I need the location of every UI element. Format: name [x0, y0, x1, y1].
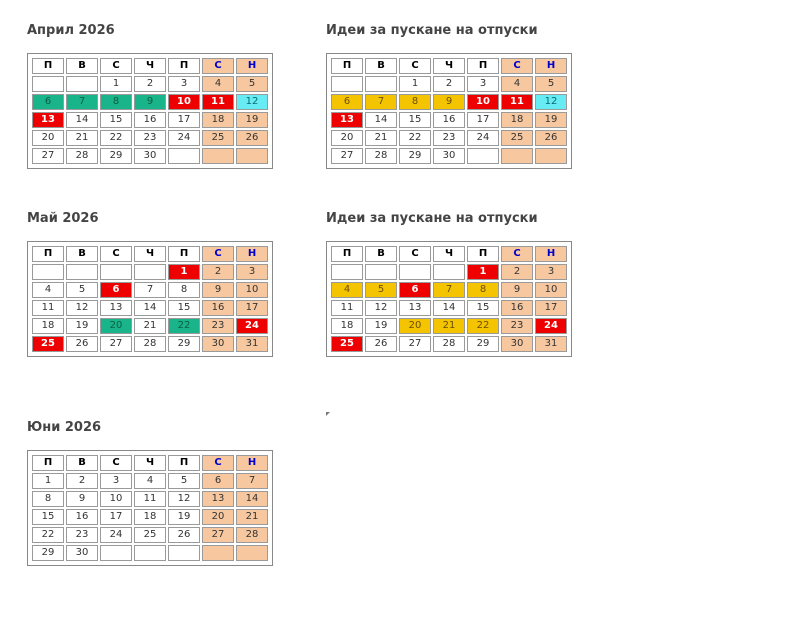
day-cell: 22 [32, 527, 64, 543]
day-cell: 29 [399, 148, 431, 164]
day-cell: 22 [100, 130, 132, 146]
day-cell: 19 [535, 112, 567, 128]
empty-day-cell [365, 76, 397, 92]
week-row [32, 300, 268, 316]
day-cell: 13 [331, 112, 363, 128]
day-cell: 21 [433, 318, 465, 334]
day-cell: 2 [134, 76, 166, 92]
weekday-header: С [501, 246, 533, 262]
week-row [32, 491, 268, 507]
calendar-may-vacation-ideas [326, 241, 572, 357]
empty-day-cell [66, 264, 98, 280]
day-cell: 16 [501, 300, 533, 316]
day-cell: 10 [100, 491, 132, 507]
weekday-header: Ч [134, 246, 166, 262]
day-cell: 3 [535, 264, 567, 280]
day-cell: 3 [168, 76, 200, 92]
day-cell: 5 [365, 282, 397, 298]
empty-day-cell [32, 264, 64, 280]
day-cell: 15 [168, 300, 200, 316]
day-cell: 7 [365, 94, 397, 110]
day-cell: 17 [535, 300, 567, 316]
day-cell: 23 [134, 130, 166, 146]
day-cell: 21 [134, 318, 166, 334]
day-cell: 2 [501, 264, 533, 280]
calendar-title-june: Юни 2026 [27, 420, 102, 435]
day-cell: 23 [433, 130, 465, 146]
day-cell: 6 [100, 282, 132, 298]
day-cell: 24 [168, 130, 200, 146]
day-cell: 18 [202, 112, 234, 128]
day-cell: 14 [433, 300, 465, 316]
day-cell: 11 [134, 491, 166, 507]
day-cell: 18 [134, 509, 166, 525]
week-row [331, 264, 567, 280]
day-cell: 24 [236, 318, 268, 334]
empty-day-cell [66, 76, 98, 92]
day-cell: 4 [134, 473, 166, 489]
day-cell: 29 [100, 148, 132, 164]
day-cell: 11 [331, 300, 363, 316]
week-row [331, 130, 567, 146]
day-cell: 1 [100, 76, 132, 92]
week-row [331, 282, 567, 298]
day-cell: 13 [100, 300, 132, 316]
weekday-header: С [100, 58, 132, 74]
day-cell: 10 [236, 282, 268, 298]
day-cell: 13 [32, 112, 64, 128]
week-row [32, 473, 268, 489]
week-row [32, 527, 268, 543]
day-cell: 31 [236, 336, 268, 352]
day-cell: 16 [134, 112, 166, 128]
week-row [32, 318, 268, 334]
day-cell: 30 [433, 148, 465, 164]
day-cell: 5 [535, 76, 567, 92]
day-cell: 10 [168, 94, 200, 110]
day-cell: 25 [32, 336, 64, 352]
day-cell: 16 [66, 509, 98, 525]
week-row [32, 336, 268, 352]
day-cell: 4 [32, 282, 64, 298]
day-cell: 1 [467, 264, 499, 280]
day-cell: 19 [365, 318, 397, 334]
empty-day-cell [331, 76, 363, 92]
calendar-title-may: Май 2026 [27, 211, 99, 226]
day-cell: 20 [399, 318, 431, 334]
day-cell: 12 [535, 94, 567, 110]
empty-day-cell [168, 148, 200, 164]
day-cell: 2 [433, 76, 465, 92]
day-cell: 12 [236, 94, 268, 110]
day-cell: 4 [331, 282, 363, 298]
week-row [32, 148, 268, 164]
empty-day-cell [32, 76, 64, 92]
day-cell: 30 [134, 148, 166, 164]
day-cell: 14 [66, 112, 98, 128]
day-cell: 21 [236, 509, 268, 525]
day-cell: 9 [202, 282, 234, 298]
day-cell: 24 [535, 318, 567, 334]
weekday-header-row [32, 58, 268, 74]
day-cell: 29 [168, 336, 200, 352]
week-row [32, 112, 268, 128]
day-cell: 5 [236, 76, 268, 92]
day-cell: 6 [399, 282, 431, 298]
day-cell: 1 [32, 473, 64, 489]
day-cell: 20 [331, 130, 363, 146]
day-cell: 3 [467, 76, 499, 92]
weekday-header: П [331, 246, 363, 262]
weekday-header: В [66, 455, 98, 471]
weekday-header: П [331, 58, 363, 74]
day-cell: 31 [535, 336, 567, 352]
day-cell: 26 [66, 336, 98, 352]
day-cell: 9 [433, 94, 465, 110]
weekday-header: Н [236, 246, 268, 262]
week-row [32, 282, 268, 298]
week-row [331, 112, 567, 128]
day-cell: 13 [399, 300, 431, 316]
weekday-header: П [467, 58, 499, 74]
day-cell: 23 [66, 527, 98, 543]
weekday-header: Ч [433, 58, 465, 74]
corner-marker-icon [326, 412, 330, 416]
week-row [32, 264, 268, 280]
day-cell: 29 [467, 336, 499, 352]
weekday-header-row [32, 455, 268, 471]
empty-day-cell [100, 264, 132, 280]
weekday-header: Н [236, 455, 268, 471]
weekday-header-row [32, 246, 268, 262]
calendar-grid [30, 56, 270, 166]
empty-day-cell [467, 148, 499, 164]
week-row [331, 94, 567, 110]
day-cell: 11 [32, 300, 64, 316]
day-cell: 6 [32, 94, 64, 110]
day-cell: 27 [399, 336, 431, 352]
day-cell: 7 [433, 282, 465, 298]
day-cell: 28 [236, 527, 268, 543]
day-cell: 18 [331, 318, 363, 334]
day-cell: 4 [202, 76, 234, 92]
weekday-header: В [66, 58, 98, 74]
weekday-header: Н [535, 58, 567, 74]
day-cell: 20 [32, 130, 64, 146]
day-cell: 27 [202, 527, 234, 543]
day-cell: 16 [202, 300, 234, 316]
day-cell: 8 [467, 282, 499, 298]
day-cell: 1 [168, 264, 200, 280]
calendar-title-april: Април 2026 [27, 23, 115, 38]
empty-day-cell [202, 148, 234, 164]
day-cell: 8 [100, 94, 132, 110]
empty-day-cell [168, 545, 200, 561]
day-cell: 14 [134, 300, 166, 316]
calendar-grid [30, 453, 270, 563]
weekday-header: В [365, 58, 397, 74]
day-cell: 12 [365, 300, 397, 316]
calendar-april [27, 53, 273, 169]
weekday-header: Н [236, 58, 268, 74]
empty-day-cell [365, 264, 397, 280]
day-cell: 1 [399, 76, 431, 92]
empty-day-cell [134, 264, 166, 280]
day-cell: 11 [202, 94, 234, 110]
day-cell: 28 [433, 336, 465, 352]
day-cell: 8 [168, 282, 200, 298]
day-cell: 19 [168, 509, 200, 525]
day-cell: 9 [501, 282, 533, 298]
day-cell: 7 [134, 282, 166, 298]
weekday-header: Ч [134, 58, 166, 74]
day-cell: 28 [66, 148, 98, 164]
day-cell: 15 [100, 112, 132, 128]
day-cell: 19 [66, 318, 98, 334]
day-cell: 16 [433, 112, 465, 128]
day-cell: 6 [331, 94, 363, 110]
day-cell: 23 [202, 318, 234, 334]
calendar-grid [329, 56, 569, 166]
day-cell: 9 [66, 491, 98, 507]
weekday-header: С [399, 58, 431, 74]
weekday-header: С [202, 58, 234, 74]
calendar-grid [30, 244, 270, 354]
day-cell: 18 [501, 112, 533, 128]
week-row [331, 76, 567, 92]
day-cell: 22 [399, 130, 431, 146]
day-cell: 2 [202, 264, 234, 280]
week-row [331, 148, 567, 164]
day-cell: 26 [535, 130, 567, 146]
day-cell: 27 [100, 336, 132, 352]
day-cell: 22 [467, 318, 499, 334]
calendar-grid [329, 244, 569, 354]
day-cell: 3 [236, 264, 268, 280]
weekday-header: С [100, 246, 132, 262]
day-cell: 26 [168, 527, 200, 543]
day-cell: 7 [236, 473, 268, 489]
week-row [32, 94, 268, 110]
day-cell: 14 [365, 112, 397, 128]
day-cell: 27 [32, 148, 64, 164]
day-cell: 6 [202, 473, 234, 489]
day-cell: 5 [66, 282, 98, 298]
weekday-header: П [168, 246, 200, 262]
day-cell: 29 [32, 545, 64, 561]
weekday-header: П [168, 58, 200, 74]
day-cell: 21 [365, 130, 397, 146]
day-cell: 17 [236, 300, 268, 316]
day-cell: 30 [501, 336, 533, 352]
weekday-header: Ч [433, 246, 465, 262]
weekday-header: П [467, 246, 499, 262]
empty-day-cell [202, 545, 234, 561]
day-cell: 25 [134, 527, 166, 543]
day-cell: 17 [467, 112, 499, 128]
empty-day-cell [236, 148, 268, 164]
day-cell: 26 [236, 130, 268, 146]
week-row [32, 545, 268, 561]
weekday-header-row [331, 246, 567, 262]
day-cell: 27 [331, 148, 363, 164]
weekday-header: П [32, 58, 64, 74]
day-cell: 30 [202, 336, 234, 352]
empty-day-cell [331, 264, 363, 280]
day-cell: 5 [168, 473, 200, 489]
day-cell: 7 [66, 94, 98, 110]
day-cell: 15 [467, 300, 499, 316]
day-cell: 8 [32, 491, 64, 507]
day-cell: 12 [66, 300, 98, 316]
day-cell: 8 [399, 94, 431, 110]
day-cell: 25 [331, 336, 363, 352]
weekday-header: С [100, 455, 132, 471]
weekday-header-row [331, 58, 567, 74]
empty-day-cell [236, 545, 268, 561]
empty-day-cell [501, 148, 533, 164]
empty-day-cell [399, 264, 431, 280]
week-row [331, 336, 567, 352]
empty-day-cell [134, 545, 166, 561]
calendar-may [27, 241, 273, 357]
calendar-title-april-vacation-ideas: Идеи за пускане на отпуски [326, 23, 538, 38]
day-cell: 20 [202, 509, 234, 525]
day-cell: 17 [168, 112, 200, 128]
day-cell: 22 [168, 318, 200, 334]
weekday-header: С [501, 58, 533, 74]
calendar-june [27, 450, 273, 566]
day-cell: 30 [66, 545, 98, 561]
day-cell: 15 [32, 509, 64, 525]
day-cell: 25 [202, 130, 234, 146]
week-row [331, 300, 567, 316]
weekday-header: С [399, 246, 431, 262]
weekday-header: С [202, 246, 234, 262]
day-cell: 18 [32, 318, 64, 334]
weekday-header: П [32, 246, 64, 262]
empty-day-cell [433, 264, 465, 280]
day-cell: 24 [467, 130, 499, 146]
week-row [32, 76, 268, 92]
day-cell: 28 [134, 336, 166, 352]
day-cell: 3 [100, 473, 132, 489]
weekday-header: В [365, 246, 397, 262]
weekday-header: С [202, 455, 234, 471]
day-cell: 9 [134, 94, 166, 110]
weekday-header: П [168, 455, 200, 471]
day-cell: 19 [236, 112, 268, 128]
day-cell: 23 [501, 318, 533, 334]
calendar-april-vacation-ideas [326, 53, 572, 169]
day-cell: 17 [100, 509, 132, 525]
day-cell: 14 [236, 491, 268, 507]
empty-day-cell [535, 148, 567, 164]
empty-day-cell [100, 545, 132, 561]
day-cell: 20 [100, 318, 132, 334]
calendar-title-may-vacation-ideas: Идеи за пускане на отпуски [326, 211, 538, 226]
day-cell: 2 [66, 473, 98, 489]
weekday-header: В [66, 246, 98, 262]
week-row [331, 318, 567, 334]
weekday-header: П [32, 455, 64, 471]
day-cell: 28 [365, 148, 397, 164]
week-row [32, 509, 268, 525]
day-cell: 12 [168, 491, 200, 507]
day-cell: 21 [66, 130, 98, 146]
day-cell: 10 [467, 94, 499, 110]
weekday-header: Н [535, 246, 567, 262]
weekday-header: Ч [134, 455, 166, 471]
day-cell: 25 [501, 130, 533, 146]
day-cell: 4 [501, 76, 533, 92]
day-cell: 24 [100, 527, 132, 543]
day-cell: 11 [501, 94, 533, 110]
day-cell: 13 [202, 491, 234, 507]
week-row [32, 130, 268, 146]
day-cell: 10 [535, 282, 567, 298]
day-cell: 26 [365, 336, 397, 352]
day-cell: 15 [399, 112, 431, 128]
